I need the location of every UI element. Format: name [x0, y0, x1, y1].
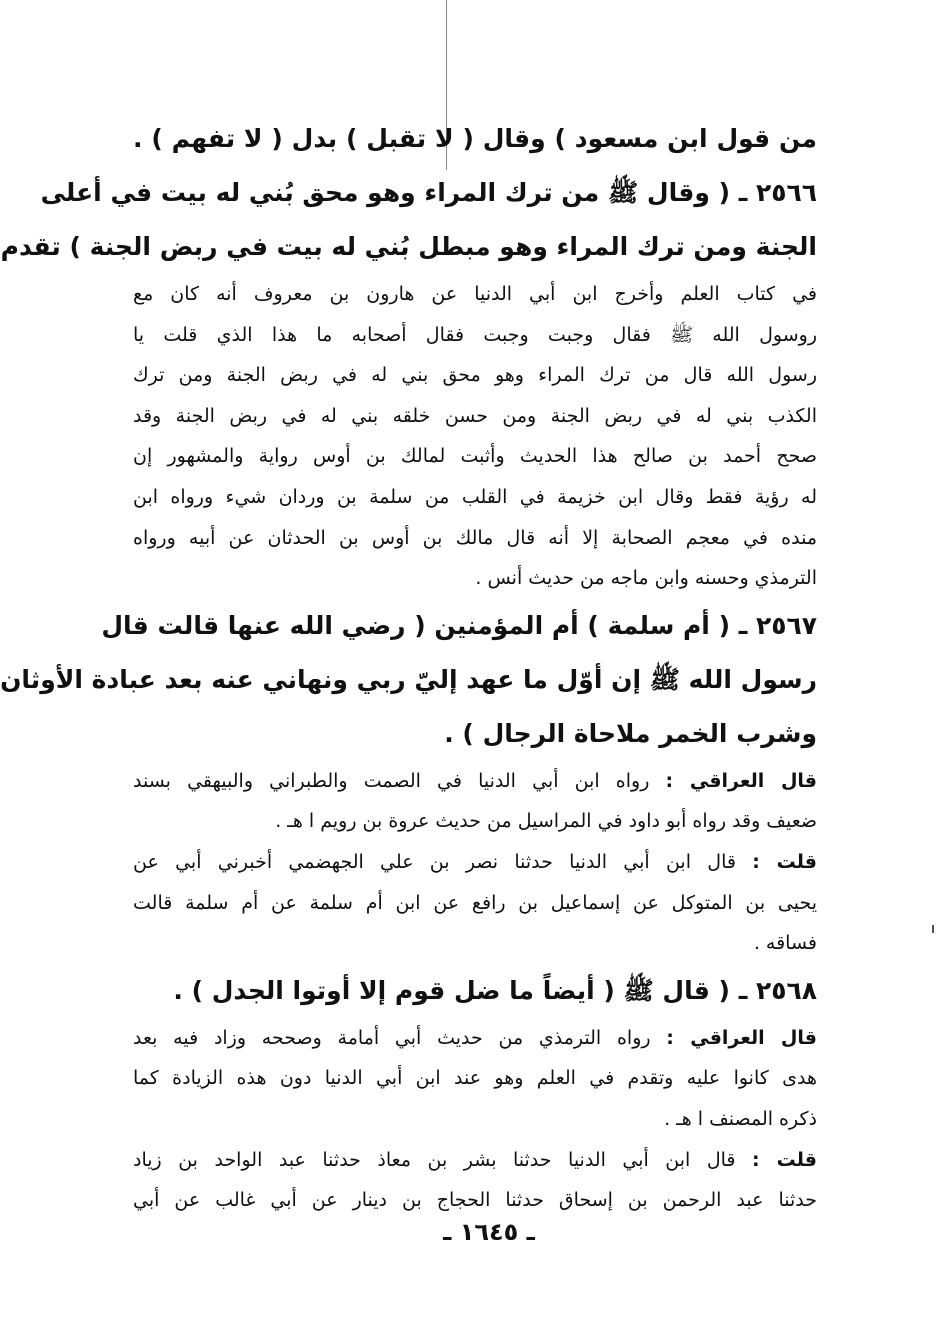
text-line: [133, 1180, 817, 1221]
line-text: ذكره المصنف ا هـ .: [664, 1107, 817, 1130]
text-line: [133, 801, 817, 842]
line-text: ضعيف وقد رواه أبو داود في المراسيل من حديث عروة بن رويم ا هـ .: [275, 810, 817, 833]
line-text: هدى كانوا عليه وتقدم في العلم وهو عند ابن أبي الدنيا دون هذه الزيادة كما: [133, 1067, 817, 1090]
line-text: رواه ابن أبي الدنيا في الصمت والطبراني والبيهقي بسند: [133, 769, 666, 792]
line-lead: قلت :: [752, 850, 817, 873]
text-line: [40, 166, 817, 220]
text-line: [0, 220, 817, 274]
line-text: منده في معجم الصحابة إلا أنه قال مالك بن أوس بن الحدثان عن أبيه ورواه: [133, 526, 817, 549]
line-text: حدثنا عبد الرحمن بن إسحاق حدثنا الحجاج بن دينار عن أبي غالب عن أبي: [133, 1189, 817, 1212]
line-text: في كتاب العلم وأخرج ابن أبي الدنيا عن هارون بن معروف أنه كان مع: [133, 283, 817, 305]
text-line: [133, 315, 817, 356]
line-text: له رؤية فقط وقال ابن خزيمة في القلب من سلمة بن وردان شيء ورواه ابن: [133, 485, 817, 508]
text-line: [133, 355, 817, 396]
text-line: [133, 707, 817, 761]
text-line: [133, 518, 817, 559]
line-text: قال ابن أبي الدنيا حدثنا بشر بن معاذ حدثنا عبد الواحد بن زياد: [133, 1148, 752, 1171]
line-text: فساقه .: [753, 932, 817, 955]
text-line: [133, 477, 817, 518]
text-line: [133, 1018, 817, 1059]
text-line: [133, 964, 817, 1018]
line-text: يحيى بن المتوكل عن إسماعيل بن رافع عن ابن أم سلمة عن أم سلمة قالت: [133, 891, 817, 914]
text-line: [101, 599, 817, 653]
line-text: الترمذي وحسنه وابن ماجه من حديث أنس .: [475, 567, 817, 590]
line-text: الجنة ومن ترك المراء وهو مبطل بُني له بيت في ربض الجنة ) تقدم: [0, 232, 817, 261]
scan-speck: [932, 925, 934, 933]
line-text: وشرب الخمر ملاحاة الرجال ) .: [444, 718, 817, 748]
text-line: [133, 396, 817, 437]
line-text: ٢٥٦٨ ـ ( قال ﷺ ( أيضاً ما ضل قوم إلا أوتوا الجدل ) .: [173, 975, 817, 1005]
text-line: [133, 761, 817, 802]
line-text: رواه الترمذي من حديث أبي أمامة وصححه وزاد فيه بعد: [133, 1026, 667, 1049]
text-line: [133, 842, 817, 883]
page-number: ـ ١٦٤٥ ـ: [443, 1218, 535, 1246]
text-line: [133, 923, 817, 964]
text-line: [133, 883, 817, 924]
line-text: صحح أحمد بن صالح هذا الحديث وأثبت لمالك بن أوس رواية والمشهور إن: [133, 445, 817, 468]
line-text: الكذب بني له في ربض الجنة ومن حسن خلقه بني له في ربض الجنة وقد: [133, 404, 817, 427]
text-line: [133, 1099, 817, 1140]
text-line: [133, 112, 817, 166]
line-lead: قال العراقي :: [665, 769, 818, 792]
text-line: [133, 558, 817, 599]
text-line: [133, 274, 817, 315]
line-lead: قال العراقي :: [666, 1026, 817, 1049]
text-line: [133, 1140, 817, 1181]
line-text: روسول الله ﷺ فقال وجبت وجبت فقال أصحابه ما هذا الذي قلت يا: [133, 323, 817, 346]
text-line: [0, 653, 817, 707]
text-line: [133, 1058, 817, 1099]
line-text: من قول ابن مسعود ) وقال ( لا تقبل ) بدل ( لا تفهم ) .: [133, 124, 817, 153]
line-lead: قلت :: [752, 1148, 817, 1171]
page-text: [0, 112, 818, 1221]
text-line: [133, 436, 817, 477]
line-text: رسول الله قال من ترك المراء وهو محق بني له في ربض الجنة ومن ترك: [133, 364, 817, 387]
line-text: رسول الله ﷺ إن أوّل ما عهد إليّ ربي ونهاني عنه بعد عبادة الأوثان: [0, 664, 817, 694]
line-text: ٢٥٦٦ ـ ( وقال ﷺ من ترك المراء وهو محق بُني له بيت في أعلى: [40, 178, 817, 207]
line-text: ٢٥٦٧ ـ ( أم سلمة ) أم المؤمنين ( رضي الله عنها قالت قال: [101, 610, 817, 640]
line-text: قال ابن أبي الدنيا حدثنا نصر بن علي الجهضمي أخبرني أبي عن: [133, 850, 753, 873]
